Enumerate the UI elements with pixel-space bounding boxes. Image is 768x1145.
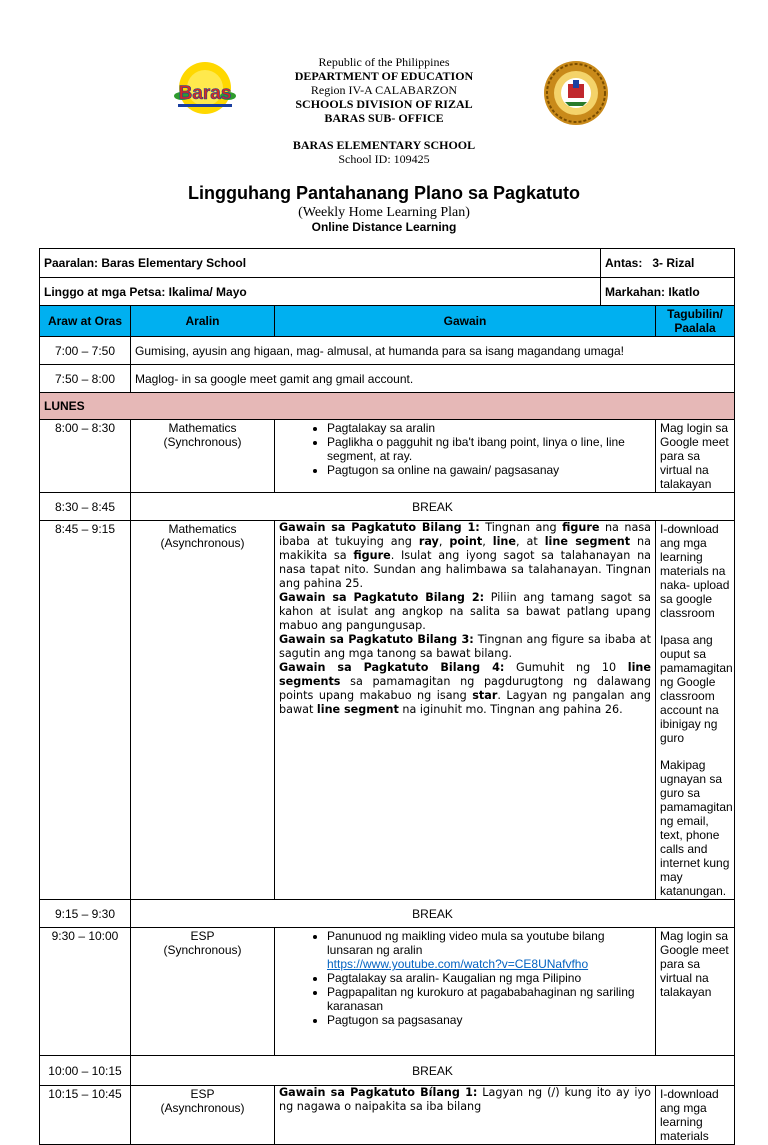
list-item: • Pagtugon sa pagsasanay: [327, 1013, 651, 1027]
info-row-1: [40, 249, 735, 278]
subject-name: ESP: [190, 1087, 215, 1101]
gawain-list: [279, 421, 651, 477]
republic-line: Republic of the Philippines: [318, 55, 450, 69]
gawain-1: Gawain sa Pagkatuto Bilang 1: Tingnan ang figure na nasa ibaba at tukuying ang ray, point, line, at line segment na makikita sa figure. Isulat ang iyong sagot sa talahanayan na nasa tapat nito. Sundan ang halimbawa sa talahanayan. Tingnan ang pahina 25.: [279, 521, 652, 590]
tagubilin-submit: Ipasa ang ouput sa pamamagitan ng Google classroom account na ibinigay ng guro: [660, 633, 733, 745]
break-row: [40, 1056, 735, 1086]
antas-value: 3- Rizal: [652, 256, 695, 270]
division-line: SCHOOLS DIVISION OF RIZAL: [295, 97, 473, 111]
row-time: 10:15 – 10:45: [40, 1086, 131, 1145]
break-label: BREAK: [131, 900, 735, 928]
learning-plan-table: [39, 248, 735, 1145]
table-row: [40, 928, 735, 1056]
subject-name: Mathematics: [168, 522, 237, 536]
col-tagubilin: Tagubilin/ Paalala: [656, 306, 735, 337]
info-row-2: [40, 278, 735, 306]
school-name: BARAS ELEMENTARY SCHOOL: [292, 138, 476, 152]
page-subtitle: (Weekly Home Learning Plan): [298, 205, 470, 220]
row-gawain: [275, 521, 656, 900]
row-tagubilin: Mag login sa Google meet para sa virtual na talakayan: [656, 928, 735, 1056]
list-item: • Pagtalakay sa aralin: [327, 421, 651, 435]
row-time: 8:45 – 9:15: [40, 521, 131, 900]
school-id: School ID: 109425: [338, 152, 430, 166]
row-gawain: [275, 420, 656, 493]
gawain-esp-1: Gawain sa Pagkatuto Bílang 1: Lagyan ng (/) kung ito ay iyo ng nagawa o naipakita sa iba bilang: [279, 1086, 652, 1113]
col-araw-oras: Araw at Oras: [40, 306, 131, 337]
gawain-3: Gawain sa Pagkatuto Bilang 3: Tingnan ang figure sa ibaba at sagutin ang mga tanong sa bawat bilang.: [279, 633, 652, 660]
row-subject: [131, 1086, 275, 1145]
row-tagubilin: Mag login sa Google meet para sa virtual na talakayan: [656, 420, 735, 493]
learning-mode: Online Distance Learning: [311, 220, 457, 234]
gawain-list: [279, 929, 651, 1027]
row-tagubilin: [656, 521, 735, 900]
gawain-2: Gawain sa Pagkatuto Bilang 2: Piliin ang tamang sagot sa kahon at isulat ang angkop na salita sa bawat patlang upang mabuo ang pangungusap.: [279, 591, 652, 632]
row-time: 9:30 – 10:00: [40, 928, 131, 1056]
row-time: 8:00 – 8:30: [40, 420, 131, 493]
table-row: [40, 365, 735, 393]
list-item: • Pagtalakay sa aralin- Kaugalian ng mga Pilipino: [327, 971, 651, 985]
day-label: LUNES: [40, 393, 735, 420]
list-item: • Pagtugon sa online na gawain/ pagsasanay: [327, 463, 651, 477]
subject-mode: (Asynchronous): [160, 1101, 245, 1115]
row-activity: Maglog- in sa google meet gamit ang gmail account.: [131, 365, 735, 393]
linggo-cell: Linggo at mga Petsa: Ikalima/ Mayo: [40, 278, 601, 306]
table-row: [40, 420, 735, 493]
subject-name: ESP: [190, 929, 215, 943]
day-row: [40, 393, 735, 420]
row-subject: [131, 420, 275, 493]
col-aralin: Aralin: [131, 306, 275, 337]
gear-seal-icon: [544, 61, 608, 125]
deped-header: [0, 55, 768, 166]
row-gawain: [275, 1086, 656, 1145]
subject-mode: (Asynchronous): [160, 536, 245, 550]
row-time: 8:30 – 8:45: [40, 493, 131, 521]
break-row: [40, 900, 735, 928]
row-time: 7:00 – 7:50: [40, 337, 131, 365]
break-label: BREAK: [131, 493, 735, 521]
school-seal: [543, 60, 609, 126]
table-row: [40, 521, 735, 900]
gawain-4: Gawain sa Pagkatuto Bilang 4: Gumuhit ng 10 line segments sa pamamagitan ng pagdurugtong ng dalawang points upang makabuo ng isang star. Lagyan ng pangalan ang bawat line segment na iginuhit mo. Tingnan ang pahina 26.: [279, 661, 652, 716]
list-item: • Pagpapalitan ng kurokuro at pagababahaginan ng sariling karanasan: [327, 985, 651, 1013]
row-tagubilin: I-download ang mga learning materials: [656, 1086, 735, 1145]
table-row: [40, 337, 735, 365]
sub-office-line: BARAS SUB- OFFICE: [324, 111, 444, 125]
row-time: 7:50 – 8:00: [40, 365, 131, 393]
page-title: Lingguhang Pantahanang Plano sa Pagkatuto: [187, 183, 581, 203]
markahan-cell: Markahan: Ikatlo: [601, 278, 735, 306]
subject-name: Mathematics: [168, 421, 237, 435]
paaralan-cell: Paaralan: Baras Elementary School: [40, 249, 601, 278]
antas-label: Antas:: [605, 256, 643, 270]
subject-mode: (Synchronous): [163, 943, 242, 957]
row-subject: [131, 928, 275, 1056]
logo-wordmark: Baras: [178, 83, 232, 104]
row-time: 10:00 – 10:15: [40, 1056, 131, 1086]
region-line: Region IV-A CALABARZON: [310, 83, 458, 97]
youtube-link[interactable]: https://www.youtube.com/watch?v=CE8UNafvfho: [327, 957, 589, 971]
list-item: • Panunuod ng maikling video mula sa youtube bilang lunsaran ng aralin https://www.youtube.com/watch?v=CE8UNafvfho: [327, 929, 651, 971]
list-item: • Paglikha o pagguhit ng iba't ibang point, linya o line, line segment, at ray.: [327, 435, 651, 463]
row-activity: Gumising, ayusin ang higaan, mag- almusal, at humanda para sa isang magandang umaga!: [131, 337, 735, 365]
column-header-row: [40, 306, 735, 337]
tagubilin-contact: Makipag ugnayan sa guro sa pamamagitan ng email, text, phone calls and internet kung may katanungan.: [660, 758, 733, 898]
subject-mode: (Synchronous): [163, 435, 242, 449]
row-time: 9:15 – 9:30: [40, 900, 131, 928]
break-label: BREAK: [131, 1056, 735, 1086]
table-row: [40, 1086, 735, 1145]
antas-cell: [601, 249, 735, 278]
break-row: [40, 493, 735, 521]
tagubilin-download: I-download ang mga learning materials na naka- upload sa google classroom: [660, 522, 730, 620]
col-gawain: Gawain: [275, 306, 656, 337]
row-subject: [131, 521, 275, 900]
department-line: DEPARTMENT OF EDUCATION: [294, 69, 474, 83]
row-gawain: [275, 928, 656, 1056]
